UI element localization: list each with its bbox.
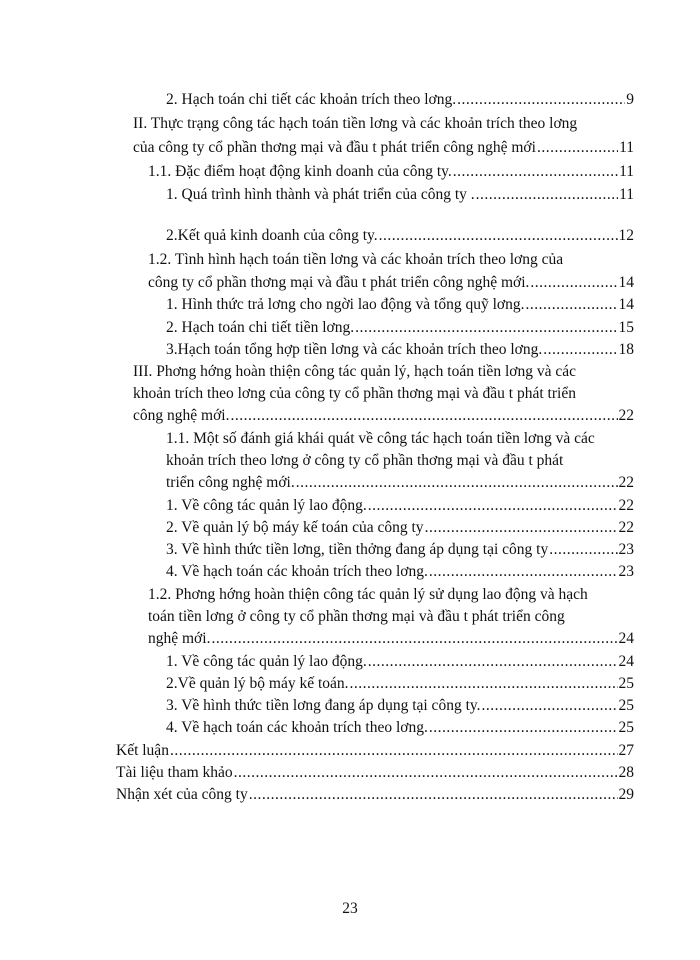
toc-entry-continued-line: khoản trích theo lơng của công ty cổ phần thơng mại và đầu t phát triển xyxy=(133,385,576,402)
toc-entry[interactable] xyxy=(166,473,634,493)
toc-entry-text: 4. Về hạch toán các khoản trích theo lơng. xyxy=(166,719,428,736)
toc-entry-page: 11 xyxy=(619,163,634,180)
toc-entry-continued-line: 1.1. Một số đánh giá khái quát về công tác hạch toán tiền lơng và các xyxy=(166,430,595,447)
leader-dots xyxy=(476,185,618,205)
toc-entry-continued-line: 1.2. Tình hình hạch toán tiền lơng và các khoản trích theo lơng của xyxy=(148,251,564,268)
toc-entry-text: triển công nghệ mới. xyxy=(166,474,295,491)
toc-entry-text: 1. Về công tác quản lý lao động. xyxy=(166,497,367,514)
toc-entry[interactable] xyxy=(148,162,634,182)
leader-dots xyxy=(355,318,617,338)
toc-entry[interactable] xyxy=(148,273,634,293)
toc-entry-page: 23 xyxy=(618,563,634,580)
toc-entry-page: 27 xyxy=(618,742,634,759)
leader-dots xyxy=(249,785,618,805)
toc-entry[interactable] xyxy=(166,562,634,582)
toc-entry-text: 2. Hạch toán chi tiết tiền lơng. xyxy=(166,319,355,336)
toc-entry-text: 2.Về quản lý bộ máy kế toán. xyxy=(166,675,349,692)
toc-entry[interactable] xyxy=(166,496,634,516)
page-number: 23 xyxy=(342,900,358,917)
leader-dots xyxy=(429,562,618,582)
toc-entry-text: của công ty cổ phần thơng mại và đầu t phát triển công nghệ mới xyxy=(133,139,536,156)
toc-entry-page: 15 xyxy=(618,319,634,336)
toc-entry-page: 9 xyxy=(626,91,634,108)
toc-entry[interactable] xyxy=(166,295,634,315)
leader-dots xyxy=(230,406,617,426)
leader-dots xyxy=(429,718,618,738)
toc-entry-page: 24 xyxy=(618,630,634,647)
toc-entry[interactable] xyxy=(166,674,634,694)
toc-entry-page: 12 xyxy=(618,227,634,244)
toc-entry[interactable] xyxy=(166,518,634,538)
toc-entry-continued-line: khoản trích theo lơng ở công ty cổ phần thơng mại và đầu t phát xyxy=(166,452,564,469)
toc-entry-text: Tài liệu tham khảo xyxy=(116,764,233,781)
toc-entry-text: 2. Về quản lý bộ máy kế toán của công ty xyxy=(166,519,424,536)
toc-entry-continued-line: III. Phơng hớng hoàn thiện công tác quản lý, hạch toán tiền lơng và các xyxy=(133,363,576,380)
leader-dots xyxy=(170,741,618,761)
toc-entry-continued-line: toán tiền lơng ở công ty cổ phần thơng mại và đầu t phát triển công xyxy=(148,608,565,625)
toc-entry-text: 1. Về công tác quản lý lao động. xyxy=(166,653,367,670)
toc-entry-text: Kết luận xyxy=(116,742,169,759)
leader-dots xyxy=(211,629,617,649)
toc-entry-page: 18 xyxy=(618,341,634,358)
toc-entry-text: nghệ mới. xyxy=(148,630,211,647)
toc-entry[interactable] xyxy=(166,540,634,560)
toc-entry[interactable] xyxy=(166,226,634,246)
toc-entry-page: 28 xyxy=(618,764,634,781)
toc-entry-page: 23 xyxy=(618,541,634,558)
toc-entry-text: công ty cổ phần thơng mại và đầu t phát triển công nghệ mới. xyxy=(148,274,530,291)
toc-entry[interactable] xyxy=(133,406,634,426)
toc-entry-text: 1.1. Đặc điểm hoạt động kinh doanh của công ty. xyxy=(148,163,452,180)
toc-entry-page: 14 xyxy=(618,296,634,313)
toc-entry-page: 24 xyxy=(618,653,634,670)
toc-entry[interactable] xyxy=(166,318,634,338)
leader-dots xyxy=(457,90,625,110)
leader-dots xyxy=(530,273,617,293)
toc-entry[interactable] xyxy=(166,696,634,716)
leader-dots xyxy=(525,295,617,315)
toc-entry-text: 4. Về hạch toán các khoản trích theo lơng. xyxy=(166,563,428,580)
toc-entry[interactable] xyxy=(166,652,634,672)
toc-entry-page: 25 xyxy=(618,675,634,692)
toc-entry-text: 1. Hình thức trả lơng cho ngời lao động và tổng quỹ lơng. xyxy=(166,296,525,313)
toc-entry-page: 11 xyxy=(619,186,634,203)
toc-entry-page: 22 xyxy=(618,519,634,536)
toc-entry-page: 29 xyxy=(618,786,634,803)
toc-entry[interactable] xyxy=(166,185,634,205)
toc-entry-text: 3. Về hình thức tiền lơng, tiền thởng đang áp dụng tại công ty xyxy=(166,541,549,558)
toc-entry-company-review[interactable] xyxy=(116,785,634,805)
toc-entry-text: 2. Hạch toán chi tiết các khoản trích theo lơng. xyxy=(166,91,457,108)
leader-dots xyxy=(549,540,617,560)
toc-entry-text: 3. Về hình thức tiền lơng đang áp dụng tại công ty. xyxy=(166,697,481,714)
toc-entry-text: Nhận xét của công ty xyxy=(116,786,248,803)
leader-dots xyxy=(296,473,618,493)
toc-entry[interactable] xyxy=(166,718,634,738)
toc-entry[interactable] xyxy=(166,90,634,110)
toc-entry-page: 25 xyxy=(618,719,634,736)
toc-entry-text: 2.Kết quả kinh doanh của công ty. xyxy=(166,227,378,244)
leader-dots xyxy=(368,652,618,672)
leader-dots xyxy=(379,226,618,246)
leader-dots xyxy=(425,518,618,538)
toc-entry-text: 3.Hạch toán tổng hợp tiền lơng và các khoản trích theo lơng. xyxy=(166,341,543,358)
toc-entry-continued-line: II. Thực trạng công tác hạch toán tiền lơng và các khoản trích theo lơng xyxy=(133,115,578,132)
leader-dots xyxy=(368,496,618,516)
toc-entry-page: 22 xyxy=(618,407,634,424)
toc-entry-text: công nghệ mới. xyxy=(133,407,230,424)
toc-entry-page: 25 xyxy=(618,697,634,714)
leader-dots xyxy=(543,340,617,360)
leader-dots xyxy=(453,162,618,182)
toc-entry-page: 22 xyxy=(618,497,634,514)
toc-entry-text: 1. Quá trình hình thành và phát triển của công ty . xyxy=(166,186,475,203)
toc-entry-page: 14 xyxy=(618,274,634,291)
leader-dots xyxy=(350,674,618,694)
leader-dots xyxy=(482,696,618,716)
toc-entry-page: 11 xyxy=(619,139,634,156)
toc-entry-continued-line: 1.2. Phơng hớng hoàn thiện công tác quản lý sử dụng lao động và hạch xyxy=(148,586,588,603)
leader-dots xyxy=(234,763,618,783)
toc-entry[interactable] xyxy=(133,138,634,158)
toc-entry[interactable] xyxy=(148,629,634,649)
toc-entry-page: 22 xyxy=(618,474,634,491)
toc-entry-references[interactable] xyxy=(116,763,634,783)
leader-dots xyxy=(537,138,618,158)
toc-entry-conclusion[interactable] xyxy=(116,741,634,761)
toc-entry[interactable] xyxy=(166,340,634,360)
